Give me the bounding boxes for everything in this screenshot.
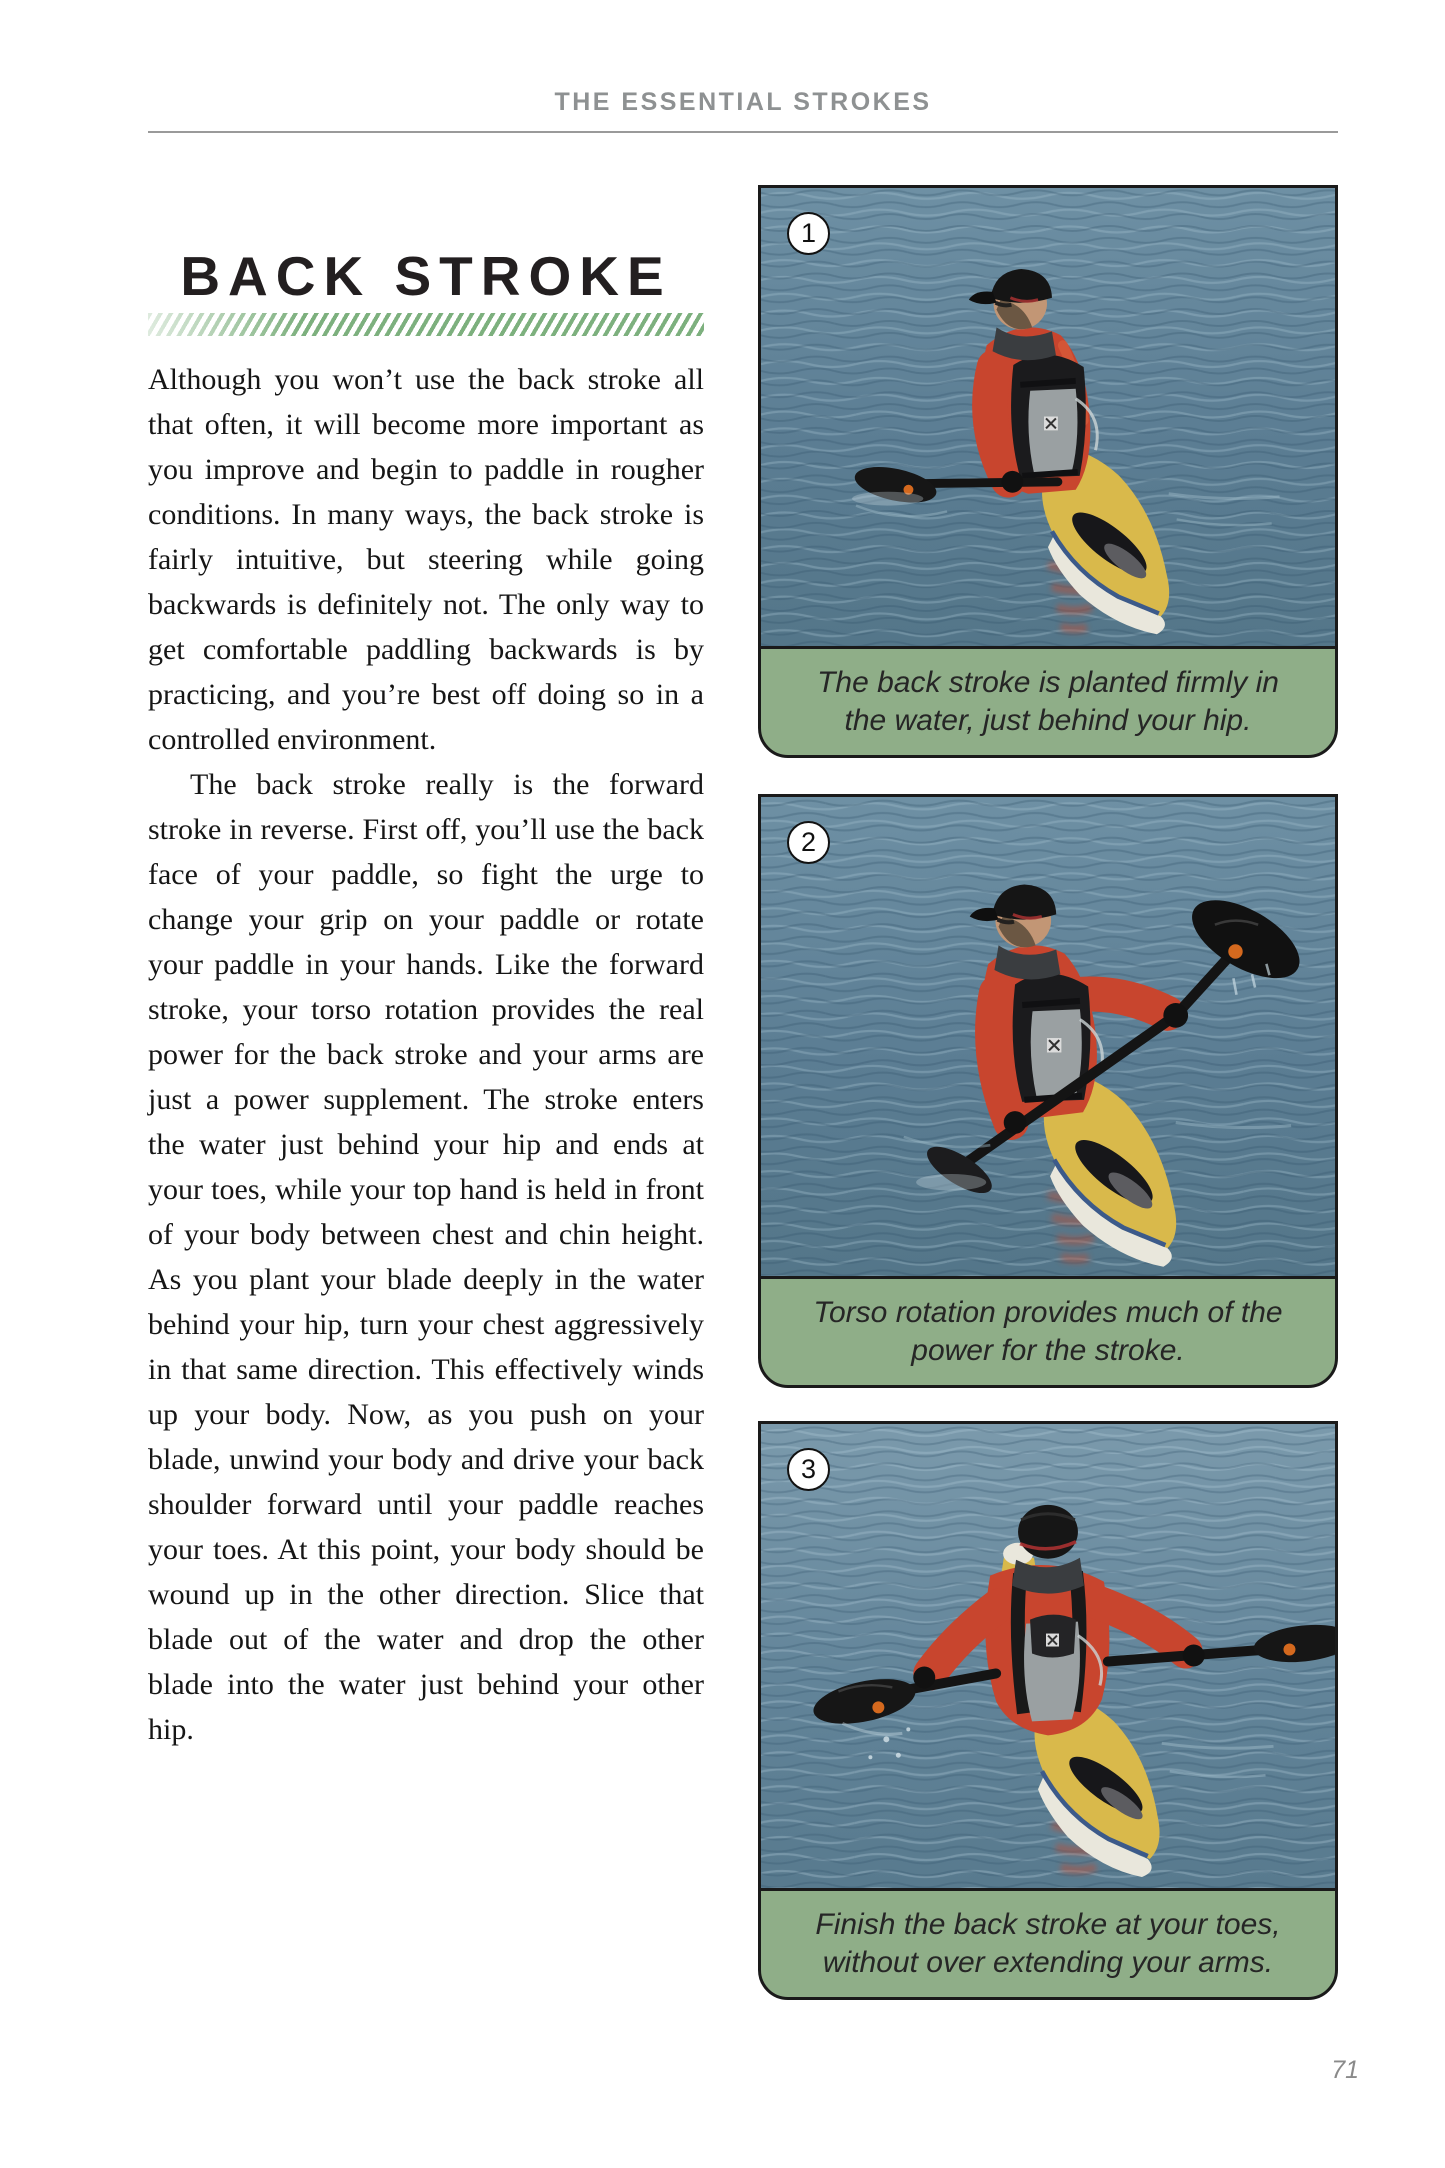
- article-body: [148, 357, 704, 1752]
- figure-1-photo: [761, 188, 1335, 649]
- figure-1-caption: [761, 649, 1335, 755]
- title-hatch-decoration: [148, 313, 704, 336]
- figure-2-caption: [761, 1279, 1335, 1385]
- caption-text: Finish the back stroke at your toes, without over extending your arms.: [815, 1908, 1281, 1979]
- kayak-photo-3-illustration: [761, 1424, 1335, 1888]
- figure-number: 1: [800, 218, 817, 248]
- figure-number-badge: [787, 1448, 830, 1491]
- figure-2: [758, 794, 1338, 1388]
- figure-number-badge: [787, 821, 830, 864]
- header-rule: [148, 131, 1338, 133]
- kayak-photo-1-illustration: [761, 188, 1335, 646]
- caption-text: Torso rotation provides much of the power for the stroke.: [813, 1296, 1283, 1367]
- figure-3: [758, 1421, 1338, 2000]
- figure-number: 2: [800, 827, 817, 857]
- figure-number-badge: [787, 212, 830, 255]
- figures-column: [758, 185, 1338, 2000]
- body-paragraph: The back stroke really is the forward stroke in reverse. First off, you’ll use the back face of your paddle, so fight the urge to change your grip on your paddle or rotate your paddle in your hands. Like the forward stroke, your torso rotation provides the real power for the back stroke and your arms are just a power supplement. The stroke enters the water just behind your hip and ends at your toes, while your top hand is held in front of your body between chest and chin height. As you plant your blade deeply in the water behind your hip, turn your chest aggressively in that same direction. This effectively winds up your body. Now, as you push on your blade, unwind your body and drive your back shoulder forward until your paddle reaches your toes. At this point, your body should be wound up in the other direction. Slice that blade out of the water and drop the other blade into the water just behind your other hip.: [148, 767, 704, 1746]
- figure-1: [758, 185, 1338, 758]
- page-number: 71: [1331, 2056, 1359, 2084]
- article-title: BACK STROKE: [180, 245, 672, 307]
- running-header: THE ESSENTIAL STROKES: [554, 88, 932, 116]
- kayak-photo-2-illustration: [761, 797, 1335, 1276]
- figure-number: 3: [800, 1454, 817, 1484]
- figure-2-photo: [761, 797, 1335, 1279]
- body-paragraph: Although you won’t use the back stroke all that often, it will become more important as you improve and begin to paddle in rougher conditions. In many ways, the back stroke is fairly intuitive, but steering while going backwards is definitely not. The only way to get comfortable paddling backwards is by practicing, and you’re best off doing so in a controlled environment.: [148, 362, 704, 756]
- article-column: [148, 245, 704, 1752]
- figure-3-caption: [761, 1891, 1335, 1997]
- caption-text: The back stroke is planted firmly in the water, just behind your hip.: [817, 666, 1279, 737]
- figure-3-photo: [761, 1424, 1335, 1891]
